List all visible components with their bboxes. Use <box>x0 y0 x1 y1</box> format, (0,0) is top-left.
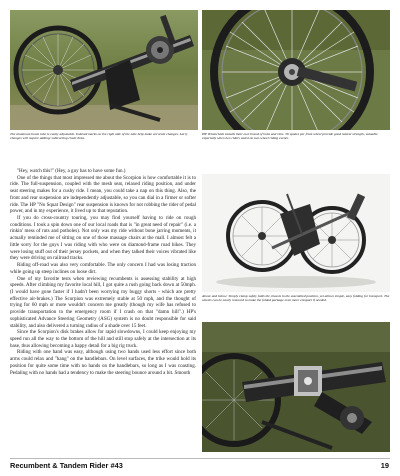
page-number: 19 <box>380 461 389 470</box>
page-footer <box>0 458 400 476</box>
wheel-hub-caption: HP Velotechnik installs their own brand of hubs and rims. 36 spokes per front wheel provide good lateral strength, valuable especially when two riders assist on two-wheel riding events. <box>202 132 378 141</box>
wheel-hub-illustration <box>202 10 390 130</box>
fold-caption: Above and below: Simply clamp safely folds the chassis in the assembled position, yet allows simple, easy folding for transport. The wheels can be easily removed to make the folded package even more compact if needed. <box>202 294 390 303</box>
boom-tube-illustration <box>10 10 198 130</box>
article-paragraph: One of the things that most impressed me about the Scorpion is how comfortable it is to ride. The full-suspension, coupled with the mesh seat, relaxed riding position, and under seat steering makes for a cushy ride. I mean, you could take a nap on this thing. Also, the front and rear suspension are independently adjustable, so you can dial in a firmer or softer ride. The HP "No Squat Design" rear suspension is known for not robbing the rider of pedal power, and in my experience, it lived up to that reputation. <box>10 174 196 215</box>
article-paragraph: If you do cross-country touring, you may find yourself having to ride on rough conditions. I took a spin down one of our local roads that is "in great need of repair" (i.e. a rinkin' mess of ruts and potholes). Not only was my ride without bone jarring moments, it actually reminded me of sitting on one of those massage chairs at the mall. I almost felt a little sorry for the guys I was riding with who were on diamond-frame road bikes. They were losing stuff out of their jersey pockets, and when they talked their voices vibrated like they were driving on railroad tracks. <box>10 215 196 262</box>
folding-clamp-illustration <box>202 322 390 452</box>
folding-clamp-photo <box>202 322 390 452</box>
article-paragraph: One of my favorite tests when reviewing recumbents is assessing stability at high speeds. After climbing my favorite local hill, I got quite a rush going back down at 50mph. (I would have gone faster if I hadn't been worrying my buggy shorts - which are pretty effective air-brakes.) The Scorpion was extremely stable at 50 mph, and the thought of trying for 60 mph or more wouldn't concern me greatly (though my wife has refused to provide transportation to the emergency room if I crash on that "damn hill".) HP's sophisticated Advance Steering Geometry (ASG) system is no doubt responsible for said stability, and also delivered a turning radius of a shade over 15 feet. <box>10 275 196 329</box>
folded-trike-photo <box>202 174 390 292</box>
article-paragraph: Since the Scorpion's disk brakes allow for rapid slowdowns, I could keep enjoying my speed run all the way to the bottom of the hill and still stop safely at the intersection at its base, thus allowing becoming a happy detail for a big rig truck. <box>10 329 196 349</box>
article-body <box>10 168 196 376</box>
wheel-hub-photo <box>202 10 390 130</box>
boom-tube-photo <box>10 10 198 130</box>
article-paragraph: Riding off-road was also very comfortable. The only concern I had was losing traction while going up steep inclines on loose dirt. <box>10 262 196 275</box>
folded-trike-illustration <box>202 174 390 292</box>
footer-divider <box>10 458 390 459</box>
boom-tube-caption: The aluminum boom tube is easily adjustable. Indexed marks on the right side of the tube help make accurate changes. Larry changes will require adding/ subtracting chain links. <box>10 132 188 141</box>
publication-name: Recumbent & Tandem Rider #43 <box>10 461 123 470</box>
article-paragraph: Riding with one hand was easy, although using two hands used less effort since both arms could relax and "hang" on the handlebars. On level surfaces, the trike would hold its position for quite some time with no hands on the handlebars, so long as I was coasting. Pedaling with no hands had a tendency to make the steering bounce around a bit. Smooth <box>10 349 196 376</box>
article-paragraph: "Hey, watch this!" (Hey, a guy has to have some fun.) <box>17 168 126 174</box>
